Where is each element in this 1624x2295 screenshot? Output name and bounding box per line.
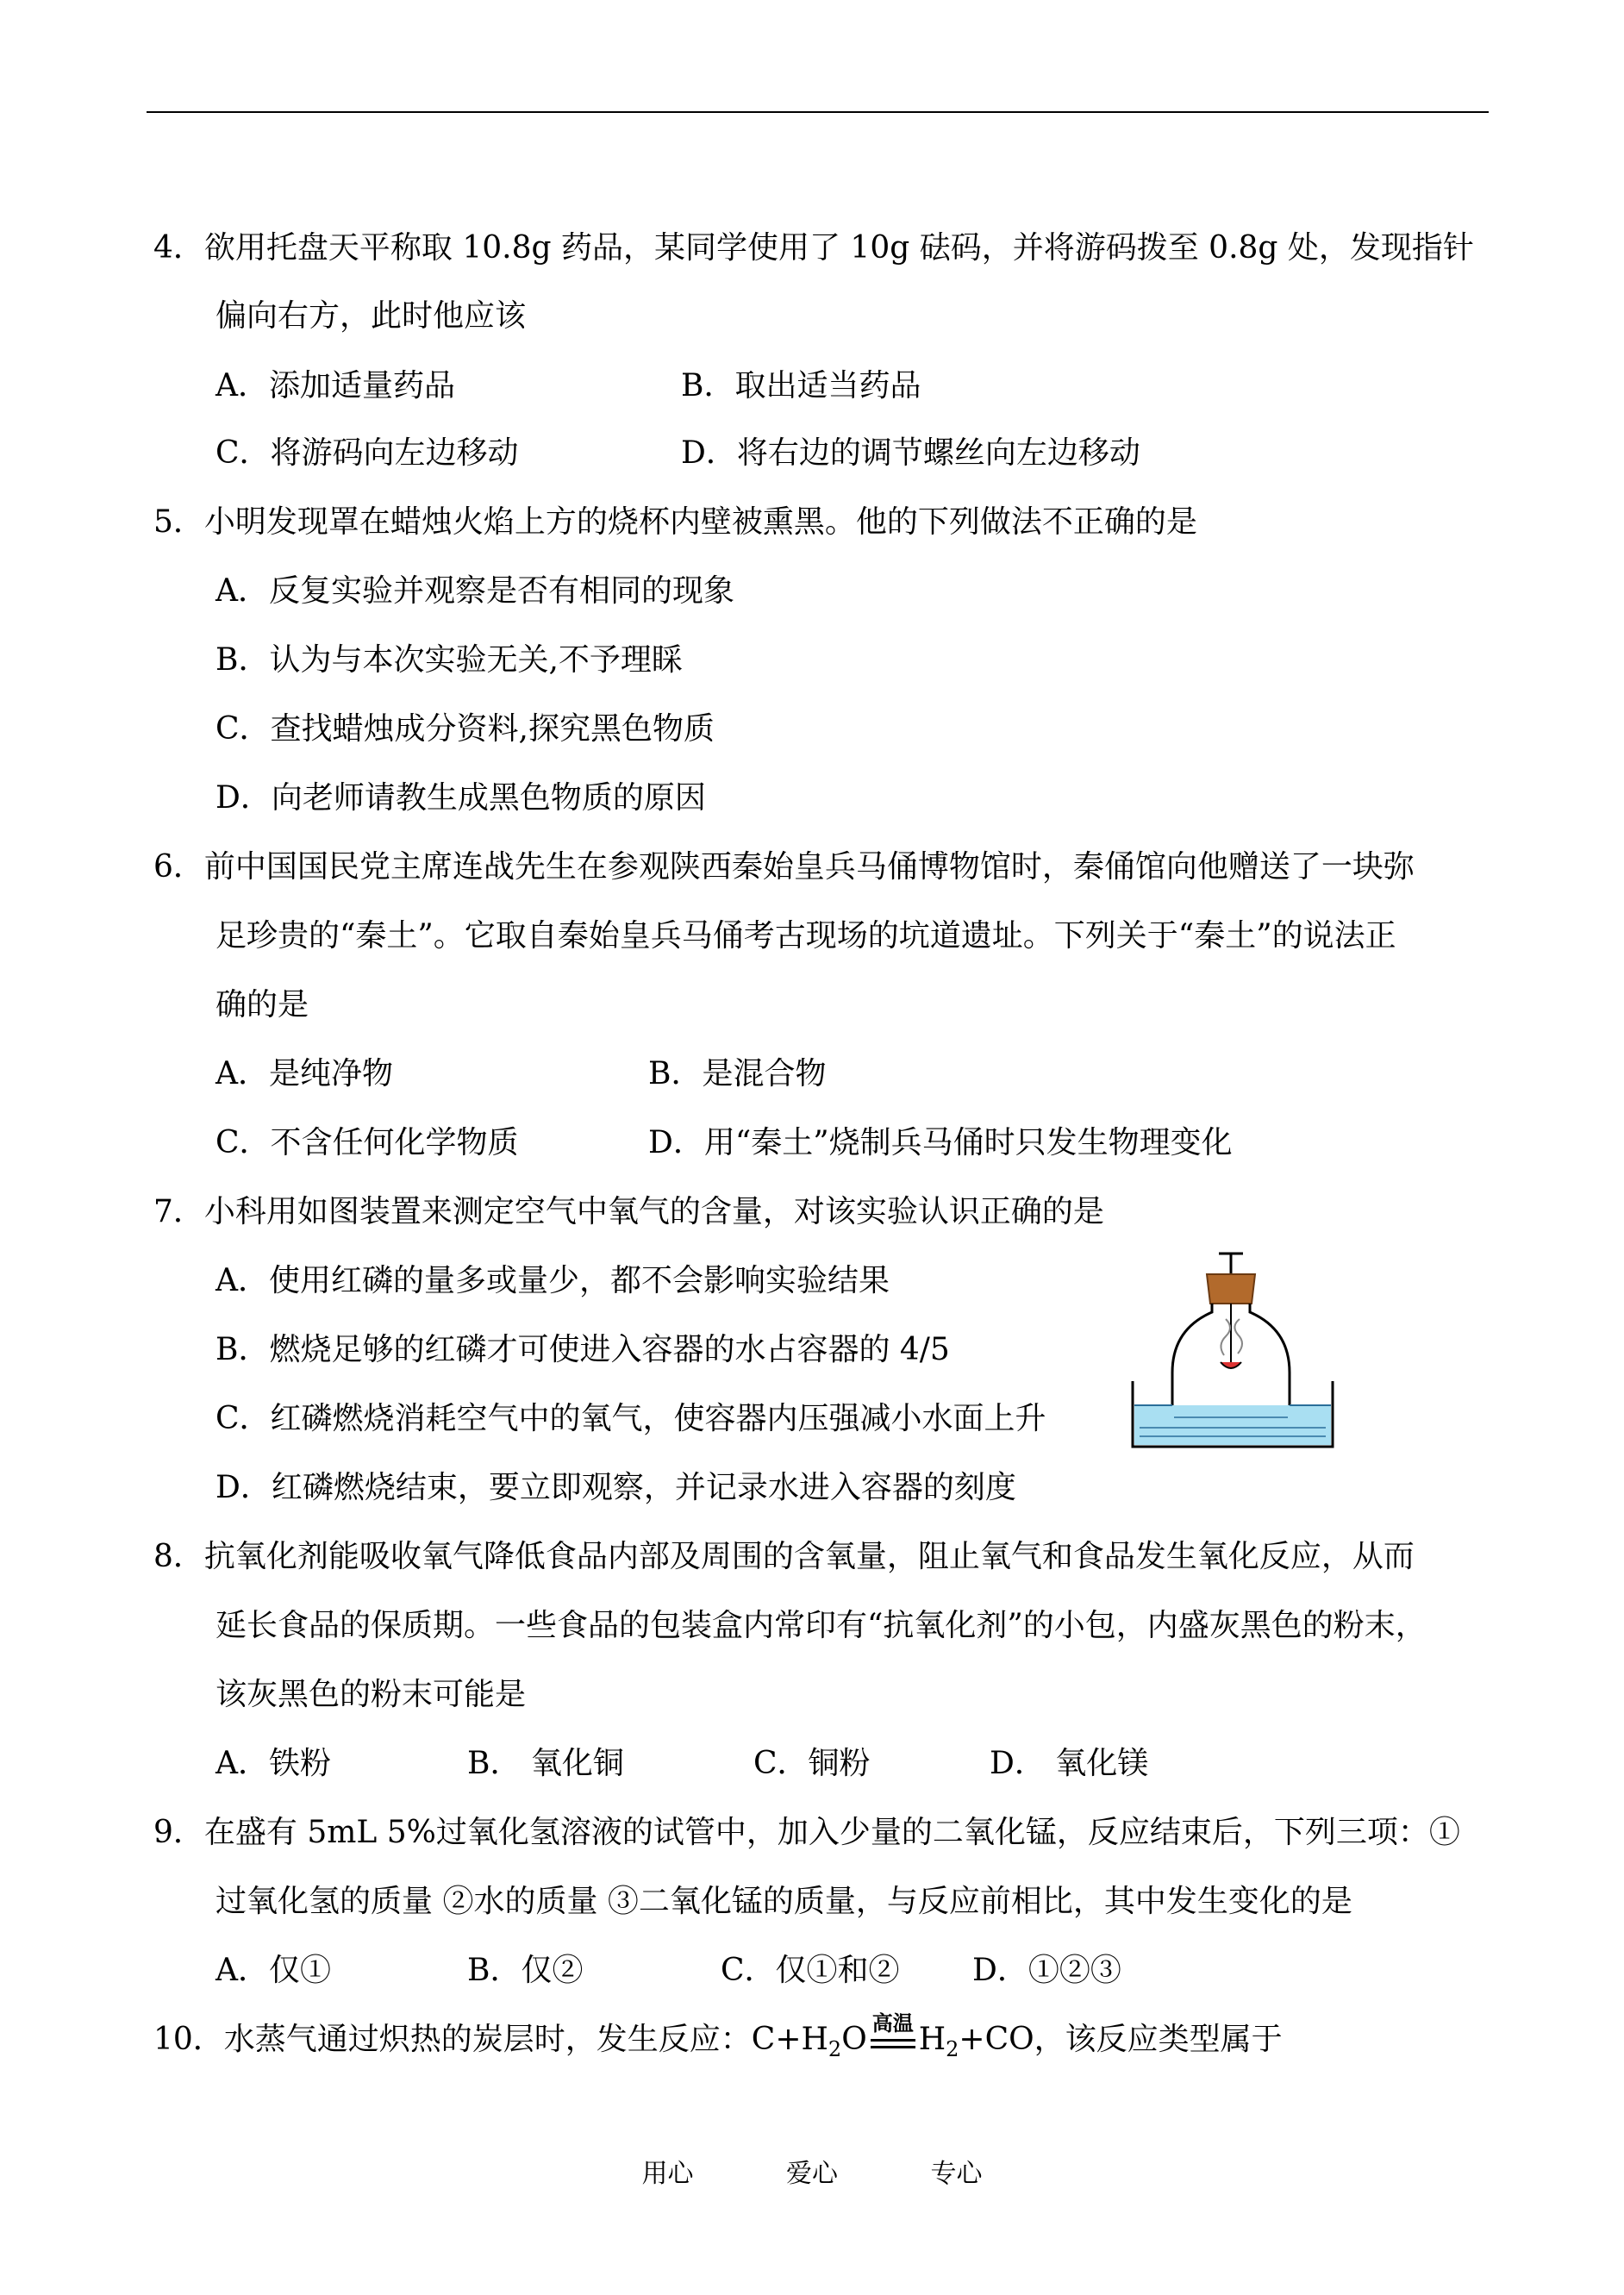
q8-option-b: B． 氧化铜 <box>467 1746 624 1781</box>
q6-option-d: D．用“秦土”烧制兵马俑时只发生物理变化 <box>648 1125 1233 1160</box>
q7-option-a: A．使用红磷的量多或量少，都不会影响实验结果 <box>215 1263 890 1298</box>
q9-option-c: C．仅①和② <box>721 1953 900 1988</box>
h2o-subscript: 2 <box>828 2037 842 2062</box>
q4-stem-line2: 偏向右方，此时他应该 <box>215 298 527 334</box>
q9-option-b: B．仅② <box>467 1953 584 1988</box>
q10-stem <box>153 2010 1283 2062</box>
q6-option-c: C．不含任何化学物质 <box>215 1125 519 1160</box>
q8-stem-line1: 8．抗氧化剂能吸收氧气降低食品内部及周围的含氧量，阻止氧气和食品发生氧化反应，从而 <box>153 1539 1415 1574</box>
header-rule <box>147 111 1489 113</box>
q10-suffix: +CO，该反应类型属于 <box>959 2022 1283 2057</box>
q10-h: H <box>918 2022 946 2057</box>
q8-stem-line3: 该灰黑色的粉末可能是 <box>215 1677 527 1712</box>
q6-stem-line1: 6．前中国国民党主席连战先生在参观陕西秦始皇兵马俑博物馆时，秦俑馆向他赠送了一块弥 <box>153 849 1415 885</box>
q10-prefix: 10．水蒸气通过炽热的炭层时，发生反应：C+H <box>153 2022 828 2057</box>
q7-option-c: C．红磷燃烧消耗空气中的氧气，使容器内压强减小水面上升 <box>215 1401 1046 1436</box>
q5-option-d: D．向老师请教生成黑色物质的原因 <box>215 780 706 816</box>
q9-option-a: A．仅① <box>215 1953 331 1988</box>
q4-option-b: B．取出适当药品 <box>681 368 921 403</box>
q4-option-d: D．将右边的调节螺丝向左边移动 <box>681 435 1140 471</box>
q5-stem: 5．小明发现罩在蜡烛火焰上方的烧杯内壁被熏黑。他的下列做法不正确的是 <box>153 504 1197 540</box>
q6-option-a: A．是纯净物 <box>215 1056 393 1091</box>
q9-stem-line1: 9．在盛有 5mL 5%过氧化氢溶液的试管中，加入少量的二氧化锰，反应结束后，下列三项：① <box>153 1815 1460 1850</box>
q5-option-a: A．反复实验并观察是否有相同的现象 <box>215 573 734 609</box>
q8-option-d: D． 氧化镁 <box>990 1746 1149 1781</box>
q7-option-d: D．红磷燃烧结束，要立即观察，并记录水进入容器的刻度 <box>215 1470 1016 1505</box>
q7-option-b: B．燃烧足够的红磷才可使进入容器的水占容器的 4/5 <box>215 1332 950 1367</box>
q4-option-a: A．添加适量药品 <box>215 368 455 403</box>
footer-word-1: 用心 <box>641 2159 694 2189</box>
reaction-condition-sign <box>867 2010 919 2059</box>
q4-stem-line1: 4．欲用托盘天平称取 10.8g 药品，某同学使用了 10g 砝码，并将游码拨至 0.8g 处，发现指针 <box>153 230 1474 266</box>
q9-stem-line2: 过氧化氢的质量 ②水的质量 ③二氧化锰的质量，与反应前相比，其中发生变化的是 <box>215 1884 1352 1919</box>
oxygen-apparatus-figure <box>1129 1252 1336 1450</box>
cork-stopper <box>1207 1274 1255 1304</box>
smoke <box>1221 1319 1230 1355</box>
footer-word-3: 专心 <box>930 2159 983 2189</box>
red-phosphorus <box>1221 1362 1241 1368</box>
q6-option-b: B．是混合物 <box>648 1056 827 1091</box>
reaction-condition: 高温 <box>871 2010 914 2035</box>
q8-option-a: A．铁粉 <box>215 1746 331 1781</box>
q8-option-c: C．铜粉 <box>753 1746 871 1781</box>
q9-option-d: D．①②③ <box>972 1953 1121 1988</box>
h2-subscript: 2 <box>946 2037 959 2062</box>
q4-option-c: C．将游码向左边移动 <box>215 435 519 471</box>
q7-stem: 7．小科用如图装置来测定空气中氧气的含量，对该实验认识正确的是 <box>153 1194 1104 1229</box>
q6-stem-line2: 足珍贵的“秦土”。它取自秦始皇兵马俑考古现场的坑道遗址。下列关于“秦土”的说法正 <box>215 918 1396 954</box>
q10-o: O <box>841 2022 867 2057</box>
footer-word-2: 爱心 <box>786 2159 838 2189</box>
q5-option-b: B．认为与本次实验无关,不予理睬 <box>215 642 683 678</box>
q5-option-c: C．查找蜡烛成分资料,探究黑色物质 <box>215 711 715 747</box>
q8-stem-line2: 延长食品的保质期。一些食品的包装盒内常印有“抗氧化剂”的小包，内盛灰黑色的粉末， <box>215 1608 1427 1643</box>
water <box>1134 1405 1331 1445</box>
q6-stem-line3: 确的是 <box>215 987 309 1022</box>
page-footer <box>0 2152 1624 2190</box>
